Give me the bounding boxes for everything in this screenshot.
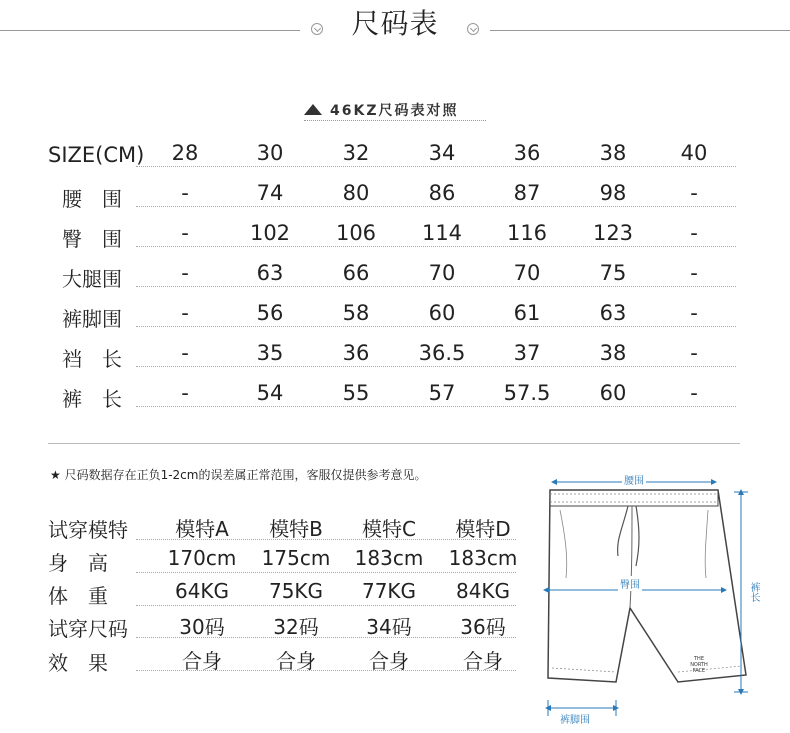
size-header-36: 36 xyxy=(513,141,541,165)
model-cell: 36码 xyxy=(460,615,506,639)
table-cell: 36.5 xyxy=(418,341,466,365)
model-cell: 34码 xyxy=(366,615,412,639)
model-cell: 模特D xyxy=(455,517,511,541)
model-cell: 合身 xyxy=(369,649,409,673)
row-divider xyxy=(136,605,516,606)
hip-label: 臀围 xyxy=(618,576,642,591)
table-cell: 55 xyxy=(342,381,370,405)
table-cell: 80 xyxy=(342,181,370,205)
table-cell: 60 xyxy=(599,381,627,405)
row-divider xyxy=(136,539,516,540)
table-cell: 70 xyxy=(513,261,541,285)
table-cell: - xyxy=(690,221,698,245)
section-divider xyxy=(48,443,740,444)
model-cell: 模特A xyxy=(175,517,229,541)
model-cell: 175cm xyxy=(261,546,331,570)
table-cell: 66 xyxy=(342,261,370,285)
size-header-40: 40 xyxy=(680,141,708,165)
model-row-label: 试穿模特 xyxy=(48,518,128,542)
page-title: 尺码表 xyxy=(351,7,439,40)
size-header-28: 28 xyxy=(171,141,199,165)
triangle-icon xyxy=(304,104,322,115)
size-header-38: 38 xyxy=(599,141,627,165)
model-cell: 75KG xyxy=(268,579,324,603)
row-divider xyxy=(136,326,736,327)
table-cell: 60 xyxy=(428,301,456,325)
table-cell: 58 xyxy=(342,301,370,325)
logo-line: NORTH xyxy=(690,662,708,668)
model-row-label: 身 高 xyxy=(48,551,108,575)
table-cell: 57.5 xyxy=(503,381,551,405)
model-cell: 77KG xyxy=(361,579,417,603)
row-divider xyxy=(136,366,736,367)
table-cell: 63 xyxy=(256,261,284,285)
brand-logo xyxy=(684,656,714,674)
logo-line: FACE xyxy=(692,668,706,674)
model-cell: 32码 xyxy=(273,615,319,639)
disclaimer-note: ★ 尺码数据存在正负1-2cm的误差属正常范围，客服仅提供参考意见。 xyxy=(50,468,427,482)
row-divider xyxy=(136,670,516,671)
logo-line: THE xyxy=(694,656,704,662)
table-cell: - xyxy=(181,301,189,325)
model-cell: 84KG xyxy=(455,579,511,603)
table-cell: - xyxy=(181,341,189,365)
table-cell: - xyxy=(690,341,698,365)
table-cell: 38 xyxy=(599,341,627,365)
row-label-hem: 裤脚围 xyxy=(62,307,122,331)
size-header-30: 30 xyxy=(256,141,284,165)
table-cell: 57 xyxy=(428,381,456,405)
section-heading-text: 46KZ尺码表对照 xyxy=(330,103,459,119)
table-cell: 63 xyxy=(599,301,627,325)
waist-label: 腰围 xyxy=(622,472,646,487)
shorts-diagram xyxy=(528,470,790,733)
size-header-34: 34 xyxy=(428,141,456,165)
model-cell: 合身 xyxy=(182,649,222,673)
table-cell: 56 xyxy=(256,301,284,325)
section-heading xyxy=(304,100,486,120)
model-cell: 170cm xyxy=(167,546,237,570)
row-label-rise: 裆 长 xyxy=(62,347,122,371)
row-divider xyxy=(136,166,736,167)
table-cell: - xyxy=(690,381,698,405)
row-label-waist: 腰 围 xyxy=(62,187,122,211)
model-cell: 30码 xyxy=(179,615,225,639)
size-header-label: SIZE(CM) xyxy=(48,143,145,167)
row-divider xyxy=(136,246,736,247)
table-cell: 54 xyxy=(256,381,284,405)
table-cell: 106 xyxy=(335,221,377,245)
table-cell: - xyxy=(690,261,698,285)
table-cell: 123 xyxy=(592,221,634,245)
row-divider xyxy=(136,572,516,573)
model-row-label: 效 果 xyxy=(48,651,108,675)
row-label-hip: 臀 围 xyxy=(62,227,122,251)
table-cell: 74 xyxy=(256,181,284,205)
table-cell: 86 xyxy=(428,181,456,205)
table-cell: 87 xyxy=(513,181,541,205)
model-cell: 183cm xyxy=(354,546,424,570)
table-cell: 61 xyxy=(513,301,541,325)
model-row-label: 试穿尺码 xyxy=(48,617,128,641)
row-label-thigh: 大腿围 xyxy=(62,267,122,291)
table-cell: 114 xyxy=(421,221,463,245)
table-cell: - xyxy=(181,381,189,405)
model-row-label: 体 重 xyxy=(48,584,108,608)
table-cell: - xyxy=(690,181,698,205)
table-cell: 98 xyxy=(599,181,627,205)
table-cell: 116 xyxy=(506,221,548,245)
model-cell: 模特B xyxy=(269,517,323,541)
table-cell: 37 xyxy=(513,341,541,365)
table-cell: 35 xyxy=(256,341,284,365)
chevron-down-icon xyxy=(467,23,479,35)
section-heading-underline xyxy=(304,120,486,121)
length-label: 裤长 xyxy=(748,582,759,602)
model-cell: 183cm xyxy=(448,546,518,570)
header-rule-right xyxy=(490,30,790,31)
row-label-length: 裤 长 xyxy=(62,387,122,411)
table-cell: - xyxy=(181,261,189,285)
row-divider xyxy=(136,637,516,638)
row-divider xyxy=(136,206,736,207)
table-cell: 70 xyxy=(428,261,456,285)
hem-label: 裤脚围 xyxy=(560,715,590,726)
model-cell: 合身 xyxy=(463,649,503,673)
table-cell: - xyxy=(690,301,698,325)
row-divider xyxy=(136,286,736,287)
table-cell: - xyxy=(181,181,189,205)
model-cell: 模特C xyxy=(362,517,416,541)
table-cell: 102 xyxy=(249,221,291,245)
row-divider xyxy=(136,406,736,407)
table-cell: - xyxy=(181,221,189,245)
model-cell: 合身 xyxy=(276,649,316,673)
table-cell: 36 xyxy=(342,341,370,365)
table-cell: 75 xyxy=(599,261,627,285)
model-cell: 64KG xyxy=(174,579,230,603)
size-header-32: 32 xyxy=(342,141,370,165)
